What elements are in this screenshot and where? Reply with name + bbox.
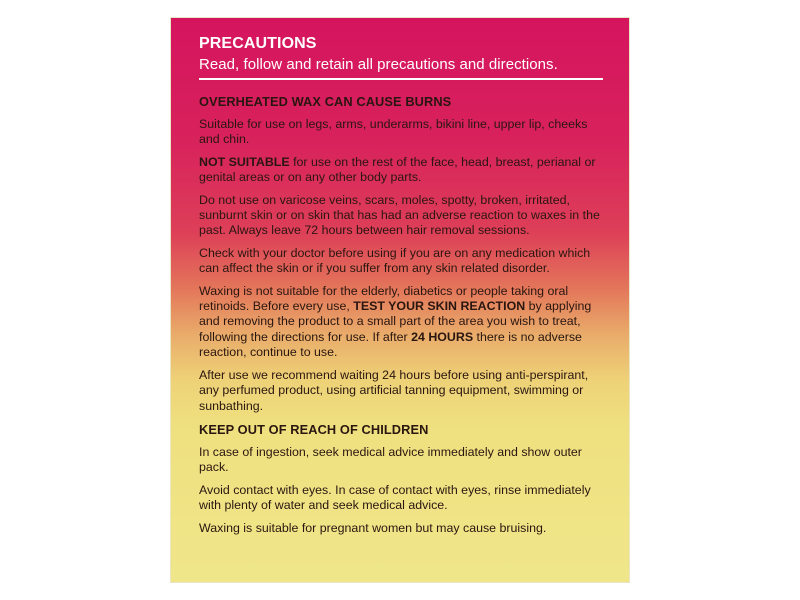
paragraph-skin-test: [199, 284, 611, 361]
paragraph-pregnancy: Waxing is suitable for pregnant women but may cause bruising.: [199, 520, 547, 535]
paragraph-suitable-areas: Suitable for use on legs, arms, underarms, bikini line, upper lip, cheeks and chin.: [199, 117, 588, 147]
section-heading-burns: OVERHEATED WAX CAN CAUSE BURNS: [199, 94, 452, 109]
paragraph-check-doctor: Check with your doctor before using if you are on any medication which can affect the skin or if you suffer from any skin related disorder.: [199, 245, 591, 276]
paragraph-eye-contact: Avoid contact with eyes. In case of contact with eyes, rinse immediately with plenty of water and seek medical advice.: [199, 482, 591, 513]
text-skin-test-b: by applying and removing the product to a small part of the area you wish to treat, following the directions for use. If after: [199, 299, 592, 344]
page-subtitle: Read, follow and retain all precautions and directions.: [199, 56, 558, 73]
precautions-panel: [170, 17, 630, 583]
section-heading-children: KEEP OUT OF REACH OF CHILDREN: [199, 421, 429, 437]
text-not-suitable-rest: for use on the rest of the face, head, breast, perianal or genital areas or on any other body parts.: [199, 154, 596, 185]
emphasis-24-hours: 24 HOURS: [411, 329, 474, 344]
page-title: PRECAUTIONS: [199, 35, 317, 52]
paragraph-ingestion: In case of ingestion, seek medical advice immediately and show outer pack.: [199, 444, 582, 475]
emphasis-not-suitable: NOT SUITABLE: [199, 154, 290, 169]
paragraph-do-not-use: Do not use on varicose veins, scars, moles, spotty, broken, irritated, sunburnt skin or on skin that has had an adverse reaction to waxes in the past. Always leave 72 hours between hair removal sessions.: [199, 192, 600, 238]
divider: [199, 78, 603, 80]
paragraph-not-suitable: [199, 155, 611, 186]
emphasis-test-skin: TEST YOUR SKIN REACTION: [353, 299, 526, 314]
paragraph-after-use: After use we recommend waiting 24 hours before using anti-perspirant, any perfumed product, using artificial tanning equipment, swimming or sunbathing.: [199, 367, 589, 413]
text-skin-test-c: there is no adverse reaction, continue to use.: [199, 329, 582, 360]
section-children: [199, 422, 610, 536]
text-skin-test-a: Waxing is not suitable for the elderly, diabetics or people taking oral retinoids. Before every use,: [199, 283, 569, 314]
section-burns: [199, 94, 610, 414]
